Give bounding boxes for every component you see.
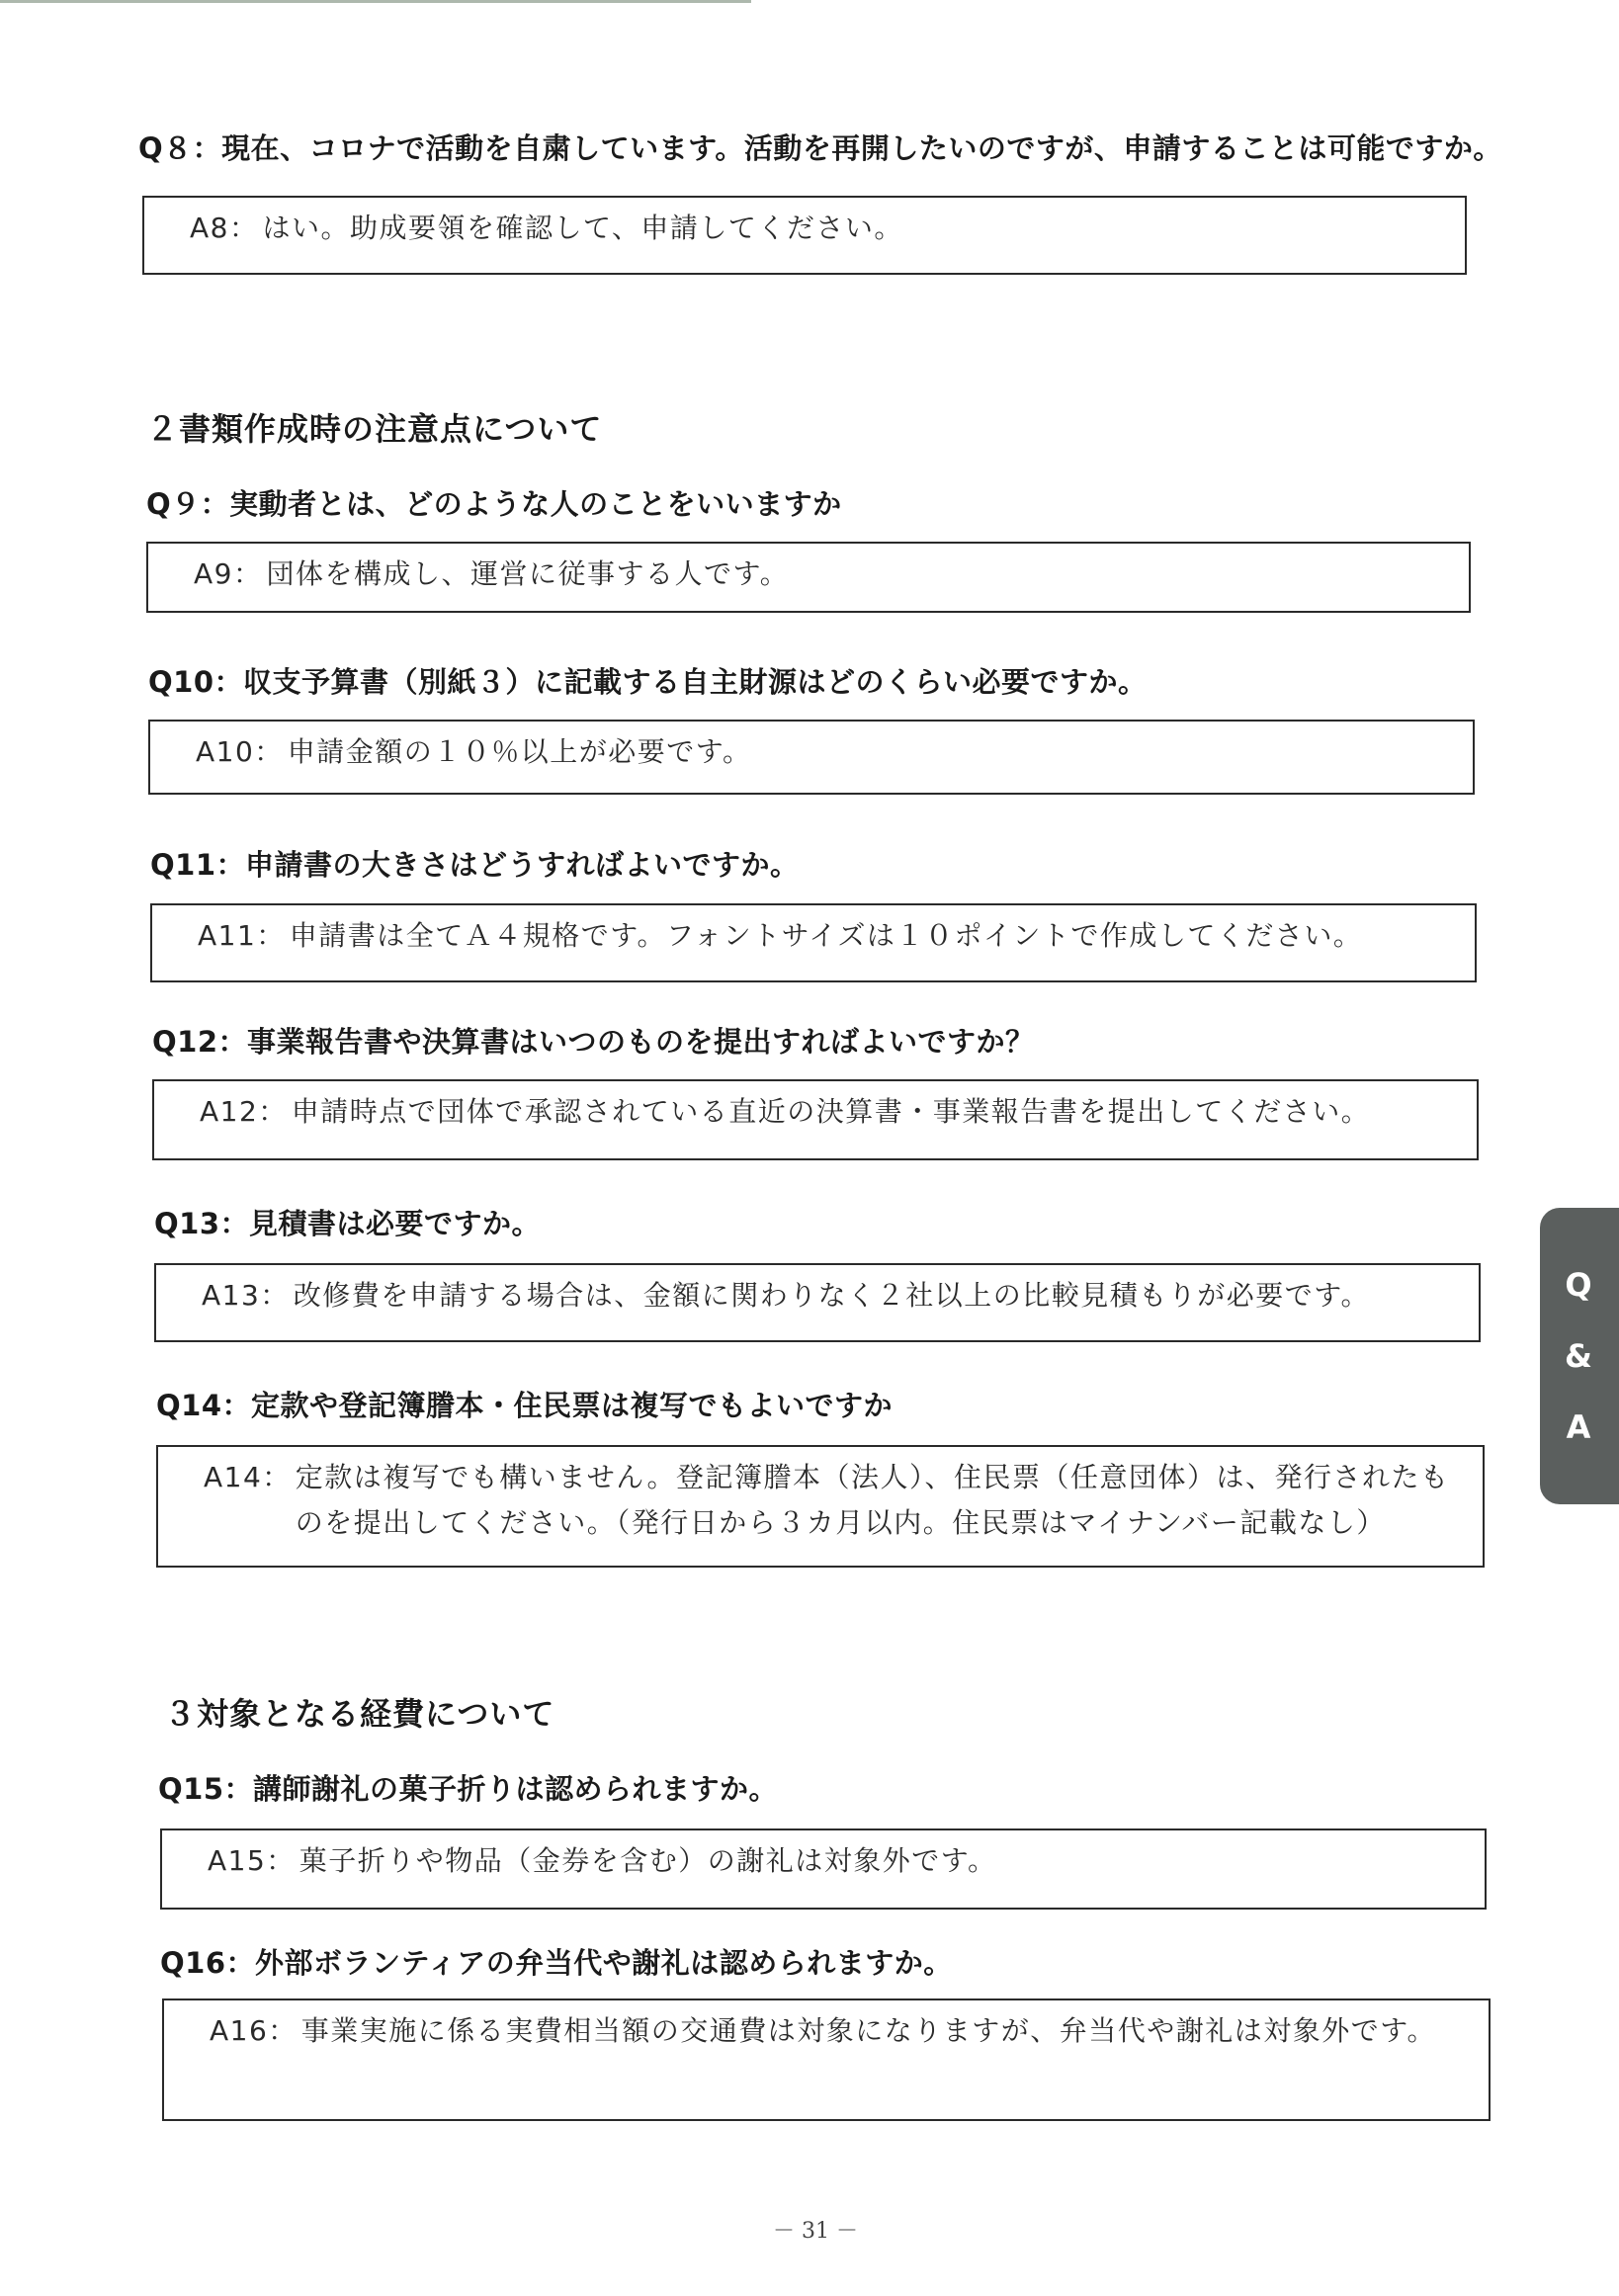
- answer-text: はい。助成要領を確認して、申請してください。: [262, 212, 903, 244]
- answer-box-a16: [162, 1998, 1491, 2121]
- side-tab-a: A: [1566, 1408, 1591, 1446]
- question-q15: Q15：講師謝礼の菓子折りは認められますか。: [158, 1772, 779, 1806]
- answer-label: A8：: [190, 212, 259, 244]
- question-q14: Q14：定款や登記簿謄本・住民票は複写でもよいですか: [156, 1389, 894, 1422]
- answer-box-a8: [142, 196, 1467, 275]
- answer-label: A16：: [210, 2014, 298, 2047]
- answer-box-a9: [146, 542, 1471, 613]
- answer-label: A9：: [194, 557, 263, 590]
- answer-text: 菓子折りや物品（金券を含む）の謝礼は対象外です。: [298, 1844, 997, 1877]
- question-q10: Q10：収支予算書（別紙３）に記載する自主財源はどのくらい必要ですか。: [148, 665, 1148, 699]
- answer-box-a10: [148, 720, 1475, 795]
- question-q12: Q12：事業報告書や決算書はいつのものを提出すればよいですか？: [152, 1025, 1035, 1059]
- question-q13: Q13：見積書は必要ですか。: [154, 1207, 542, 1240]
- answer-text: 事業実施に係る実費相当額の交通費は対象になりますが、弁当代や謝礼は対象外です。: [300, 2014, 1437, 2047]
- page-number: － 31 －: [773, 2219, 858, 2244]
- answer-text: 申請時点で団体で承認されている直近の決算書・事業報告書を提出してください。: [291, 1095, 1371, 1128]
- answer-box-a14: [156, 1445, 1485, 1568]
- answer-text: 申請金額の１０％以上が必要です。: [287, 735, 752, 768]
- answer-box-a15: [160, 1828, 1487, 1910]
- answer-text: 申請書は全てＡ４規格です。フォントサイズは１０ポイントで作成してください。: [289, 919, 1363, 952]
- answer-label: A13：: [202, 1279, 290, 1312]
- answer-text: 改修費を申請する場合は、金額に関わりなく２社以上の比較見積もりが必要です。: [293, 1279, 1371, 1312]
- answer-text: 団体を構成し、運営に従事する人です。: [266, 557, 790, 590]
- answer-label: A12：: [200, 1095, 288, 1128]
- answer-text: 定款は複写でも構いません。登記簿謄本（法人）、住民票（任意団体）は、発行されたものを提出してください。（発行日から３カ月以内。住民票はマイナンバー記載なし）: [295, 1461, 1450, 1539]
- question-q9: Q９：実動者とは、どのような人のことをいいますか: [146, 487, 842, 521]
- answer-box-a13: [154, 1263, 1481, 1342]
- answer-box-a11: [150, 903, 1477, 982]
- question-q8: Q８：現在、コロナで活動を自粛しています。活動を再開したいのですが、申請することは可能ですか。: [138, 131, 1502, 165]
- answer-label: A10：: [196, 735, 284, 768]
- section-title-2: ２書類作成時の注意点について: [146, 410, 603, 448]
- section-title-3: ３対象となる経費について: [164, 1695, 555, 1733]
- answer-box-a12: [152, 1079, 1479, 1160]
- question-q11: Q11：申請書の大きさはどうすればよいですか。: [150, 848, 800, 882]
- answer-label: A11：: [198, 919, 286, 952]
- question-q16: Q16：外部ボランティアの弁当代や謝礼は認められますか。: [160, 1946, 953, 1980]
- top-rule: [0, 0, 751, 3]
- qa-side-tab: [1540, 1208, 1619, 1504]
- answer-label: A15：: [208, 1844, 296, 1877]
- side-tab-q: Q: [1565, 1266, 1592, 1304]
- answer-label: A14：: [204, 1461, 292, 1493]
- side-tab-amp: &: [1565, 1337, 1592, 1375]
